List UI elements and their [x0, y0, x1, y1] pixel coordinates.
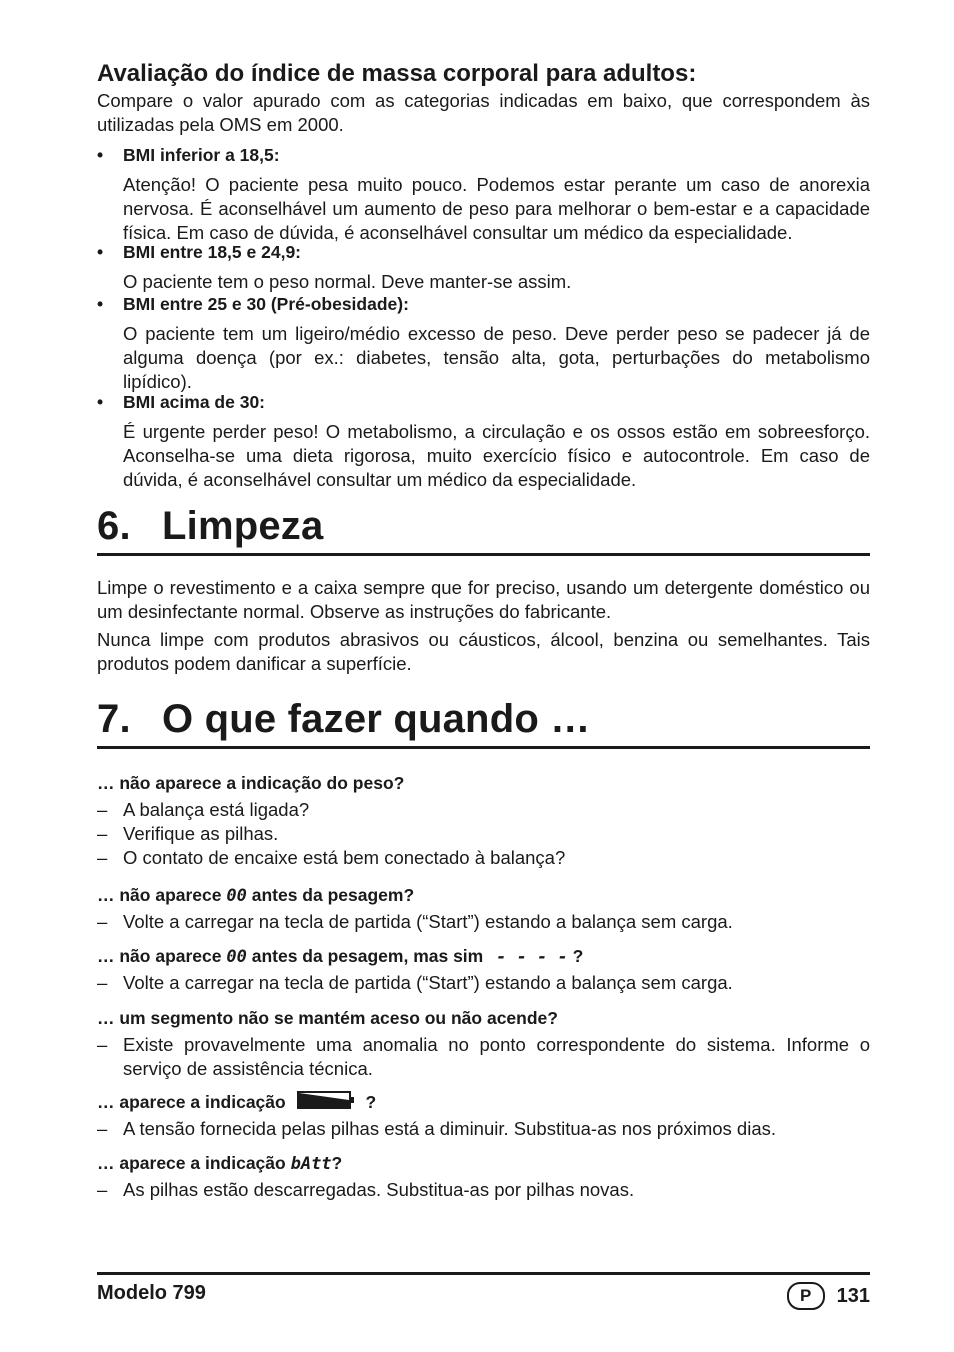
bmi-item-title: BMI entre 18,5 e 24,9: — [123, 242, 301, 262]
bmi-item-text: O paciente tem o peso normal. Deve manter-se assim. — [123, 271, 572, 292]
footer-page-info — [787, 1282, 870, 1310]
dash: – — [97, 823, 108, 844]
bmi-item-text: Atenção! O paciente pesa muito pouco. Podemos estar perante um caso de anorexia nervosa. É aconselhável um aumento de peso para melhorar o bem-estar e a capacidade física. Em caso de dúvida, é aconselhável consultar um médico da especialidade. — [123, 174, 870, 243]
segment-display-batt: bAtt — [290, 1154, 332, 1174]
question-no-weight: … não aparece a indicação do peso? — [97, 773, 405, 793]
page-number: 131 — [836, 1284, 870, 1307]
bmi-item-text: O paciente tem um ligeiro/médio excesso de peso. Deve perder peso se padecer já de alguma doença (por ex.: diabetes, tensão alta, gota, perturbações do metabolismo lipídico). — [123, 323, 870, 392]
list-item — [97, 822, 870, 846]
question-text: … aparece a indicação — [97, 1092, 286, 1112]
segment-display-dashes: - - - - — [496, 947, 568, 967]
question-batt — [97, 1151, 870, 1176]
answer-list — [97, 1117, 870, 1141]
chapter-title: Limpeza — [162, 504, 324, 548]
bullet: • — [97, 392, 104, 412]
footer-model: Modelo 799 — [97, 1282, 206, 1304]
battery-low-icon — [297, 1090, 355, 1116]
list-item — [97, 1117, 870, 1141]
answer-text: As pilhas estão descarregadas. Substitua-as por pilhas novas. — [123, 1179, 635, 1200]
bmi-item-preobesity — [97, 292, 870, 394]
list-item — [97, 1033, 870, 1081]
chapter-heading-cleaning — [97, 504, 870, 556]
bmi-item-underweight — [97, 143, 870, 245]
question-text: ? — [572, 946, 584, 966]
dash: – — [97, 1179, 108, 1200]
dash: – — [97, 1034, 108, 1055]
bmi-item-title: BMI entre 25 e 30 (Pré-obesidade): — [123, 294, 409, 314]
dash: – — [97, 972, 108, 993]
chapter-number: 7. — [97, 697, 131, 741]
dash: – — [97, 847, 108, 868]
question-text: ? — [331, 1153, 343, 1173]
answer-list — [97, 1033, 870, 1081]
answer-text: Volte a carregar na tecla de partida (“Start”) estando a balança sem carga. — [123, 911, 733, 932]
answer-text: Verifique as pilhas. — [123, 823, 279, 844]
bmi-heading: Avaliação do índice de massa corporal para adultos: — [97, 60, 697, 87]
dash: – — [97, 911, 108, 932]
question-text: antes da pesagem, mas sim — [251, 946, 484, 966]
question-battery-low — [97, 1090, 870, 1116]
list-item — [97, 798, 870, 822]
list-item — [97, 846, 870, 870]
dash: – — [97, 1118, 108, 1139]
chapter-number: 6. — [97, 504, 131, 548]
language-badge: P — [787, 1282, 825, 1310]
bmi-item-normal — [97, 240, 870, 294]
chapter-heading-troubleshooting — [97, 697, 870, 749]
list-item — [97, 910, 870, 934]
answer-text: O contato de encaixe está bem conectado à balança? — [123, 847, 566, 868]
question-text: … aparece a indicação — [97, 1153, 286, 1173]
bullet: • — [97, 242, 104, 262]
list-item — [97, 1178, 870, 1202]
question-segment: … um segmento não se mantém aceso ou não acende? — [97, 1008, 558, 1028]
cleaning-paragraph: Nunca limpe com produtos abrasivos ou cáusticos, álcool, benzina ou semelhantes. Tais produtos podem danificar a superfície. — [97, 629, 870, 674]
bmi-intro: Compare o valor apurado com as categorias indicadas em baixo, que correspondem às utilizadas pela OMS em 2000. — [97, 90, 870, 135]
bmi-item-title: BMI acima de 30: — [123, 392, 265, 412]
bmi-item-text: É urgente perder peso! O metabolismo, a circulação e os ossos estão em sobreesforço. Aconselha-se uma dieta rigorosa, muito exercício físico e autocontrole. Em caso de dúvida, é aconselhável consultar um médico da especialidade. — [123, 421, 870, 490]
bullet: • — [97, 145, 104, 165]
answer-list — [97, 798, 870, 870]
question-text: ? — [365, 1092, 377, 1112]
answer-text: Existe provavelmente uma anomalia no ponto correspondente do sistema. Informe o serviço de assistência técnica. — [123, 1034, 870, 1079]
answer-list — [97, 971, 870, 995]
bmi-item-title: BMI inferior a 18,5: — [123, 145, 280, 165]
answer-text: Volte a carregar na tecla de partida (“Start”) estando a balança sem carga. — [123, 972, 733, 993]
cleaning-paragraph: Limpe o revestimento e a caixa sempre que for preciso, usando um detergente doméstico ou um desinfectante normal. Observe as instruções do fabricante. — [97, 577, 870, 622]
question-dashes — [97, 944, 870, 969]
segment-display-00: 00 — [226, 947, 247, 967]
bmi-item-obesity — [97, 390, 870, 492]
bullet: • — [97, 294, 104, 314]
answer-list — [97, 910, 870, 934]
list-item — [97, 971, 870, 995]
question-text: … não aparece — [97, 885, 222, 905]
chapter-title: O que fazer quando … — [162, 697, 591, 741]
footer-rule — [97, 1272, 870, 1275]
segment-display-00: 00 — [226, 886, 247, 906]
answer-text: A balança está ligada? — [123, 799, 310, 820]
question-text: … não aparece — [97, 946, 222, 966]
question-text: antes da pesagem? — [251, 885, 415, 905]
dash: – — [97, 799, 108, 820]
question-no-zero — [97, 883, 870, 908]
answer-list — [97, 1178, 870, 1202]
answer-text: A tensão fornecida pelas pilhas está a diminuir. Substitua-as nos próximos dias. — [123, 1118, 777, 1139]
